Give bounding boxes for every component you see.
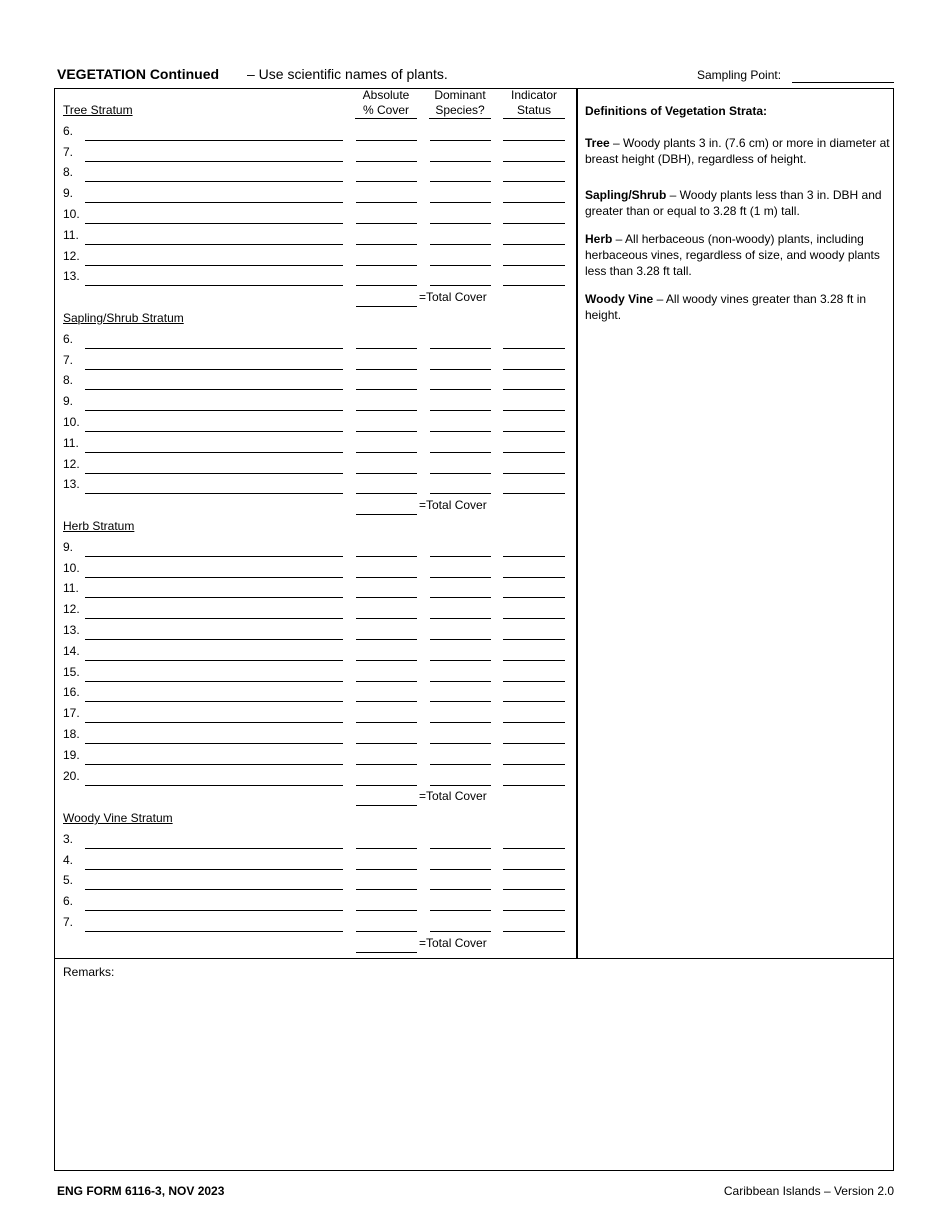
indicator-status-field[interactable] <box>503 618 565 619</box>
indicator-status-field[interactable] <box>503 202 565 203</box>
absolute-cover-field[interactable] <box>356 285 417 286</box>
dominant-species-field[interactable] <box>430 848 491 849</box>
species-name-field[interactable] <box>85 369 343 370</box>
row-number: 3. <box>63 831 74 846</box>
dominant-species-field[interactable] <box>430 722 491 723</box>
absolute-cover-field[interactable] <box>356 889 417 890</box>
dominant-species-field[interactable] <box>430 785 491 786</box>
total-cover-label: =Total Cover <box>419 498 487 513</box>
dominant-species-field[interactable] <box>430 493 491 494</box>
absolute-cover-header-rule <box>355 118 417 119</box>
dominant-species-field[interactable] <box>430 577 491 578</box>
row-number: 14. <box>63 643 80 658</box>
total-cover-label: =Total Cover <box>419 789 487 804</box>
dominant-species-field[interactable] <box>430 869 491 870</box>
species-name-field[interactable] <box>85 410 343 411</box>
dominant-species-field[interactable] <box>430 431 491 432</box>
species-name-field[interactable] <box>85 265 343 266</box>
sampling-point-label: Sampling Point: <box>697 68 782 82</box>
total-cover-field[interactable] <box>356 805 417 806</box>
absolute-cover-field[interactable] <box>356 493 417 494</box>
dominant-species-field[interactable] <box>430 265 491 266</box>
absolute-cover-header: Absolute % Cover <box>362 88 410 117</box>
row-number: 18. <box>63 727 80 741</box>
row-number: 11. <box>63 581 79 596</box>
absolute-cover-field[interactable] <box>356 473 417 474</box>
absolute-cover-field[interactable] <box>356 140 417 141</box>
indicator-status-field[interactable] <box>503 493 565 494</box>
dominant-species-field[interactable] <box>430 764 491 765</box>
row-number: 13. <box>63 477 80 492</box>
sampling-point-field[interactable] <box>792 82 894 83</box>
dominant-species-field[interactable] <box>430 285 491 286</box>
dominant-species-field[interactable] <box>430 556 491 557</box>
indicator-status-field[interactable] <box>503 452 565 453</box>
dominant-species-field[interactable] <box>430 202 491 203</box>
indicator-status-header-rule <box>503 118 565 119</box>
absolute-cover-field[interactable] <box>356 556 417 557</box>
indicator-status-field[interactable] <box>503 473 565 474</box>
definitions-heading: Definitions of Vegetation Strata: <box>585 104 768 118</box>
row-number: 9. <box>63 394 74 409</box>
absolute-cover-field[interactable] <box>356 389 417 390</box>
total-cover-field[interactable] <box>356 952 417 953</box>
indicator-status-field[interactable] <box>503 369 565 370</box>
species-name-field[interactable] <box>85 660 343 661</box>
species-name-field[interactable] <box>85 701 343 702</box>
dominant-species-field[interactable] <box>430 743 491 744</box>
total-cover-field[interactable] <box>356 306 417 307</box>
remarks-label: Remarks: <box>63 965 115 979</box>
species-name-field[interactable] <box>85 764 343 765</box>
dominant-species-field[interactable] <box>430 660 491 661</box>
indicator-status-field[interactable] <box>503 910 565 911</box>
indicator-status-field[interactable] <box>503 597 565 598</box>
row-number: 16. <box>63 685 80 700</box>
region-version: Caribbean Islands – Version 2.0 <box>723 1184 894 1198</box>
row-number: 7. <box>63 352 74 367</box>
species-name-field[interactable] <box>85 681 343 682</box>
dominant-species-field[interactable] <box>430 348 491 349</box>
dominant-species-field[interactable] <box>430 597 491 598</box>
total-cover-label: =Total Cover <box>419 290 487 305</box>
form-title: VEGETATION Continued <box>57 66 220 82</box>
species-name-field[interactable] <box>85 785 343 786</box>
absolute-cover-field[interactable] <box>356 348 417 349</box>
stratum-title: Sapling/Shrub Stratum <box>63 311 184 325</box>
dominant-species-field[interactable] <box>430 410 491 411</box>
species-name-field[interactable] <box>85 597 343 598</box>
absolute-cover-field[interactable] <box>356 869 417 870</box>
indicator-status-field[interactable] <box>503 265 565 266</box>
species-name-field[interactable] <box>85 618 343 619</box>
dominant-species-field[interactable] <box>430 473 491 474</box>
definition-sapling-shrub: Sapling/Shrub – Woody plants less than 3 in. DBH and greater than or equal to 3.28 ft (1 m) tall. <box>585 188 882 218</box>
indicator-status-field[interactable] <box>503 348 565 349</box>
indicator-status-field[interactable] <box>503 410 565 411</box>
species-name-field[interactable] <box>85 743 343 744</box>
indicator-status-header: Indicator Status <box>510 88 558 117</box>
total-cover-label: =Total Cover <box>419 935 487 950</box>
absolute-cover-field[interactable] <box>356 369 417 370</box>
row-number: 19. <box>63 747 80 762</box>
absolute-cover-field[interactable] <box>356 202 417 203</box>
species-name-field[interactable] <box>85 452 343 453</box>
indicator-status-field[interactable] <box>503 639 565 640</box>
row-number: 6. <box>63 331 74 346</box>
species-name-field[interactable] <box>85 556 343 557</box>
definition-herb: Herb – All herbaceous (non-woody) plants, including herbaceous vines, regardless of size, and woody plants less than 3.28 ft tall. <box>585 232 880 278</box>
column-divider <box>576 88 578 959</box>
absolute-cover-field[interactable] <box>356 785 417 786</box>
definition-tree: Tree – Woody plants 3 in. (7.6 cm) or more in diameter at breast height (DBH), regardless of height. <box>585 136 890 166</box>
species-name-field[interactable] <box>85 910 343 911</box>
dominant-species-field[interactable] <box>430 618 491 619</box>
absolute-cover-field[interactable] <box>356 848 417 849</box>
species-name-field[interactable] <box>85 140 343 141</box>
indicator-status-field[interactable] <box>503 431 565 432</box>
dominant-species-field[interactable] <box>430 931 491 932</box>
row-number: 10. <box>63 560 80 575</box>
indicator-status-field[interactable] <box>503 244 565 245</box>
dominant-species-field[interactable] <box>430 389 491 390</box>
absolute-cover-field[interactable] <box>356 764 417 765</box>
row-number: 7. <box>63 915 74 929</box>
indicator-status-field[interactable] <box>503 889 565 890</box>
species-name-field[interactable] <box>85 473 343 474</box>
species-name-field[interactable] <box>85 244 343 245</box>
indicator-status-field[interactable] <box>503 140 565 141</box>
row-number: 11. <box>63 227 79 242</box>
indicator-status-field[interactable] <box>503 869 565 870</box>
stratum-title: Woody Vine Stratum <box>63 811 173 825</box>
absolute-cover-field[interactable] <box>356 722 417 723</box>
absolute-cover-field[interactable] <box>356 597 417 598</box>
indicator-status-field[interactable] <box>503 681 565 682</box>
species-name-field[interactable] <box>85 639 343 640</box>
dominant-species-field[interactable] <box>430 452 491 453</box>
dominant-species-header-rule <box>429 118 491 119</box>
absolute-cover-field[interactable] <box>356 743 417 744</box>
row-number: 17. <box>63 706 80 721</box>
indicator-status-field[interactable] <box>503 848 565 849</box>
absolute-cover-field[interactable] <box>356 639 417 640</box>
row-number: 13. <box>63 623 80 637</box>
species-name-field[interactable] <box>85 722 343 723</box>
dominant-species-field[interactable] <box>430 701 491 702</box>
total-cover-field[interactable] <box>356 514 417 515</box>
remarks-divider <box>54 958 894 959</box>
dominant-species-field[interactable] <box>430 889 491 890</box>
dominant-species-field[interactable] <box>430 244 491 245</box>
species-name-field[interactable] <box>85 389 343 390</box>
row-number: 11. <box>63 435 79 450</box>
row-number: 20. <box>63 768 80 783</box>
absolute-cover-field[interactable] <box>356 161 417 162</box>
stratum-title: Herb Stratum <box>63 519 135 533</box>
remarks-field[interactable] <box>60 982 888 1164</box>
species-name-field[interactable] <box>85 431 343 432</box>
dominant-species-header: Dominant Species? <box>434 88 486 117</box>
row-number: 5. <box>63 873 74 888</box>
row-number: 7. <box>63 144 74 159</box>
species-name-field[interactable] <box>85 181 343 182</box>
row-number: 6. <box>63 894 74 909</box>
species-name-field[interactable] <box>85 161 343 162</box>
dominant-species-field[interactable] <box>430 161 491 162</box>
indicator-status-field[interactable] <box>503 785 565 786</box>
dominant-species-field[interactable] <box>430 369 491 370</box>
dominant-species-field[interactable] <box>430 681 491 682</box>
row-number: 12. <box>63 602 80 617</box>
dominant-species-field[interactable] <box>430 140 491 141</box>
species-name-field[interactable] <box>85 869 343 870</box>
species-name-field[interactable] <box>85 285 343 286</box>
row-number: 12. <box>63 456 80 471</box>
row-number: 6. <box>63 123 74 138</box>
absolute-cover-field[interactable] <box>356 618 417 619</box>
species-name-field[interactable] <box>85 848 343 849</box>
indicator-status-field[interactable] <box>503 389 565 390</box>
species-name-field[interactable] <box>85 202 343 203</box>
absolute-cover-field[interactable] <box>356 660 417 661</box>
indicator-status-field[interactable] <box>503 223 565 224</box>
row-number: 10. <box>63 207 80 221</box>
row-number: 8. <box>63 165 74 180</box>
row-number: 13. <box>63 269 80 284</box>
absolute-cover-field[interactable] <box>356 910 417 911</box>
indicator-status-field[interactable] <box>503 743 565 744</box>
dominant-species-field[interactable] <box>430 639 491 640</box>
absolute-cover-field[interactable] <box>356 244 417 245</box>
species-name-field[interactable] <box>85 889 343 890</box>
indicator-status-field[interactable] <box>503 577 565 578</box>
absolute-cover-field[interactable] <box>356 577 417 578</box>
indicator-status-field[interactable] <box>503 701 565 702</box>
row-number: 8. <box>63 373 74 388</box>
indicator-status-field[interactable] <box>503 660 565 661</box>
indicator-status-field[interactable] <box>503 764 565 765</box>
indicator-status-field[interactable] <box>503 181 565 182</box>
indicator-status-field[interactable] <box>503 556 565 557</box>
stratum-title: Tree Stratum <box>63 103 133 117</box>
indicator-status-field[interactable] <box>503 722 565 723</box>
row-number: 9. <box>63 539 74 554</box>
absolute-cover-field[interactable] <box>356 431 417 432</box>
absolute-cover-field[interactable] <box>356 931 417 932</box>
species-name-field[interactable] <box>85 348 343 349</box>
row-number: 4. <box>63 852 74 867</box>
row-number: 15. <box>63 664 80 679</box>
indicator-status-field[interactable] <box>503 161 565 162</box>
dominant-species-field[interactable] <box>430 223 491 224</box>
absolute-cover-field[interactable] <box>356 410 417 411</box>
row-number: 9. <box>63 186 74 201</box>
dominant-species-field[interactable] <box>430 910 491 911</box>
row-number: 10. <box>63 415 80 429</box>
absolute-cover-field[interactable] <box>356 681 417 682</box>
absolute-cover-field[interactable] <box>356 181 417 182</box>
indicator-status-field[interactable] <box>503 931 565 932</box>
species-name-field[interactable] <box>85 931 343 932</box>
absolute-cover-field[interactable] <box>356 701 417 702</box>
form-subtitle: – Use scientific names of plants. <box>247 66 448 82</box>
absolute-cover-field[interactable] <box>356 223 417 224</box>
form-id: ENG FORM 6116-3, NOV 2023 <box>57 1184 225 1198</box>
row-number: 12. <box>63 248 80 263</box>
species-name-field[interactable] <box>85 493 343 494</box>
species-name-field[interactable] <box>85 577 343 578</box>
species-name-field[interactable] <box>85 223 343 224</box>
dominant-species-field[interactable] <box>430 181 491 182</box>
indicator-status-field[interactable] <box>503 285 565 286</box>
absolute-cover-field[interactable] <box>356 452 417 453</box>
definition-woody-vine: Woody Vine – All woody vines greater than 3.28 ft in height. <box>585 292 867 322</box>
absolute-cover-field[interactable] <box>356 265 417 266</box>
